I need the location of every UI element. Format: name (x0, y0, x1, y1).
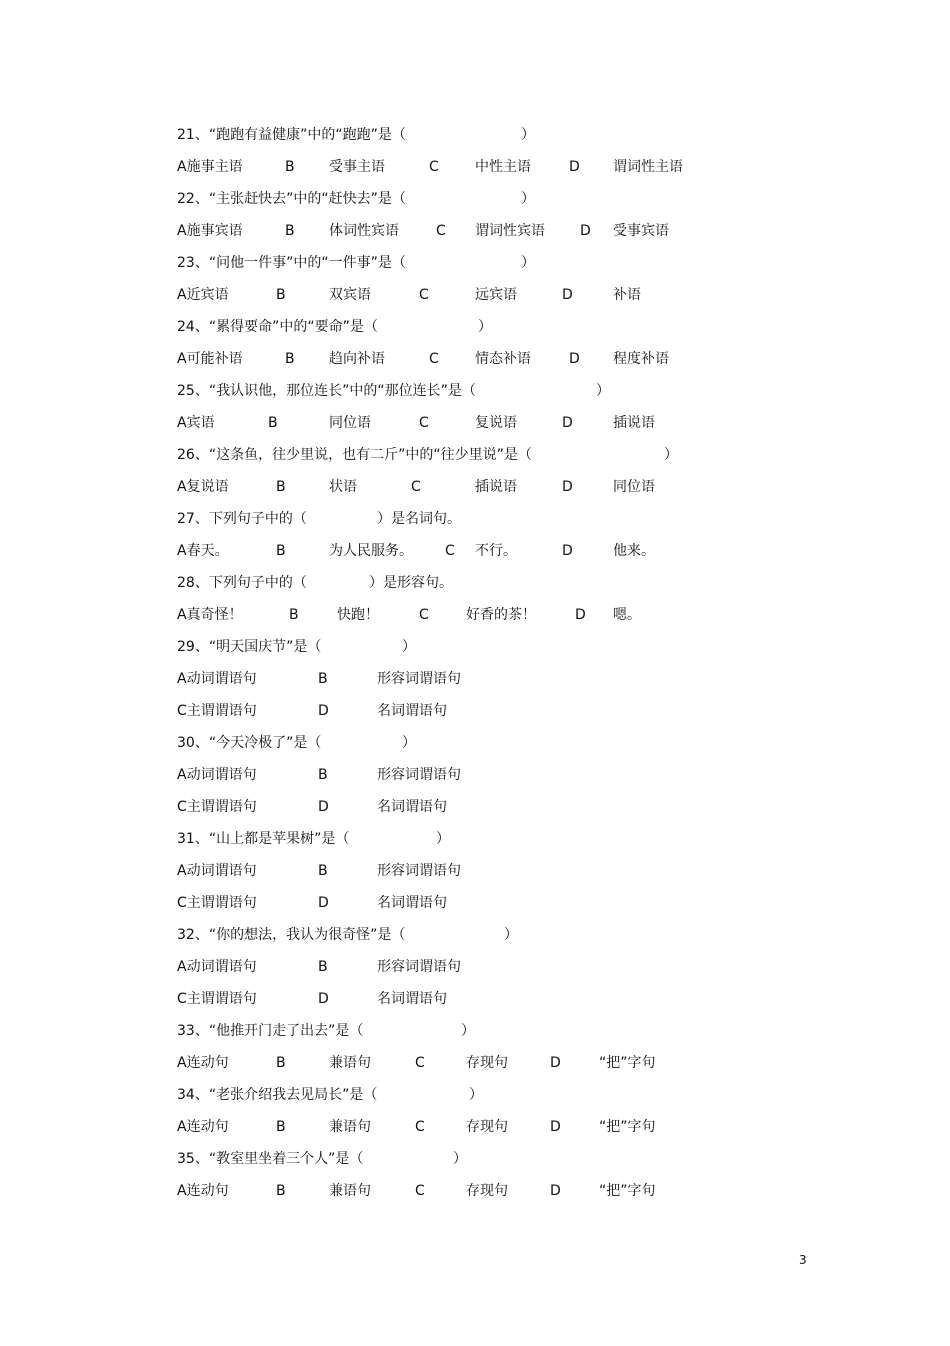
option-b-text: 趋向补语 (329, 351, 385, 367)
option-a: A施事宾语 (177, 223, 243, 239)
option-c-text: 插说语 (475, 479, 517, 495)
option-a: A动词谓语句 (177, 863, 257, 879)
option-a: A宾语 (177, 415, 215, 431)
question-close-paren: ） (402, 735, 416, 751)
question-close-paren: ） (402, 639, 416, 655)
question-stem-text: 32、“你的想法，我认为很奇怪”是（ (177, 927, 406, 943)
option-c-letter: C (429, 159, 439, 175)
option-d-text: “把”字句 (599, 1183, 656, 1199)
option-b-text: 形容词谓语句 (377, 767, 461, 783)
option-d-letter: D (318, 703, 329, 719)
question-stem-text: 33、“他推开门走了出去”是（ (177, 1023, 364, 1039)
question-28-options (0, 603, 950, 627)
option-b-text: 形容词谓语句 (377, 863, 461, 879)
question-27-stem (0, 507, 950, 531)
option-d-letter: D (575, 607, 586, 623)
question-35-stem (0, 1147, 950, 1171)
question-22-stem (0, 187, 950, 211)
option-d-text: “把”字句 (599, 1119, 656, 1135)
option-c-text: 中性主语 (475, 159, 531, 175)
option-b-letter: B (318, 767, 328, 783)
question-stem-text: 35、“教室里坐着三个人”是（ (177, 1151, 364, 1167)
option-a: A连动句 (177, 1119, 229, 1135)
question-stem-text: 29、“明天国庆节”是（ (177, 639, 322, 655)
option-d-text: 插说语 (613, 415, 655, 431)
option-c-letter: C (415, 1055, 425, 1071)
question-close-paren: ） (453, 1151, 467, 1167)
option-b-letter: B (276, 1183, 286, 1199)
option-c-text: 存现句 (466, 1119, 508, 1135)
question-32-stem (0, 923, 950, 947)
question-30-options-row2 (0, 795, 950, 819)
option-d-letter: D (562, 287, 573, 303)
option-a: A春天。 (177, 543, 229, 559)
question-30-stem (0, 731, 950, 755)
option-a: A复说语 (177, 479, 229, 495)
option-d-letter: D (318, 991, 329, 1007)
option-d-letter: D (318, 799, 329, 815)
page-number: 3 (799, 1253, 807, 1267)
question-close-paren: ） (436, 831, 450, 847)
option-c: C主谓谓语句 (177, 799, 257, 815)
question-33-stem (0, 1019, 950, 1043)
option-a: A连动句 (177, 1055, 229, 1071)
question-33-options (0, 1051, 950, 1075)
option-c-text: 存现句 (466, 1183, 508, 1199)
option-b-letter: B (285, 351, 295, 367)
option-d-text: 嗯。 (613, 607, 641, 623)
question-28-stem (0, 571, 950, 595)
option-d-text: 受事宾语 (613, 223, 669, 239)
option-d-letter: D (569, 351, 580, 367)
question-26-stem (0, 443, 950, 467)
question-close-paren: ） (664, 447, 678, 463)
option-c-letter: C (436, 223, 446, 239)
option-a: A连动句 (177, 1183, 229, 1199)
option-b-text: 快跑！ (337, 607, 379, 623)
option-d-letter: D (550, 1183, 561, 1199)
option-c: C主谓谓语句 (177, 895, 257, 911)
option-d-letter: D (562, 543, 573, 559)
question-32-options-row1 (0, 955, 950, 979)
option-d-text: 他来。 (613, 543, 655, 559)
option-b-letter: B (318, 863, 328, 879)
option-c-letter: C (411, 479, 421, 495)
option-c-letter: C (419, 607, 429, 623)
option-b-letter: B (276, 479, 286, 495)
question-close-paren: ） (469, 1087, 483, 1103)
option-c-letter: C (419, 415, 429, 431)
option-a: A动词谓语句 (177, 959, 257, 975)
option-d-text: 谓词性主语 (613, 159, 683, 175)
option-d-letter: D (318, 895, 329, 911)
question-29-options-row1 (0, 667, 950, 691)
question-34-options (0, 1115, 950, 1139)
question-25-stem (0, 379, 950, 403)
option-b-letter: B (285, 223, 295, 239)
option-a: A近宾语 (177, 287, 229, 303)
question-21-stem (0, 123, 950, 147)
option-a: A动词谓语句 (177, 767, 257, 783)
question-close-paren: ） (504, 927, 518, 943)
question-stem-text: 21、“跑跑有益健康”中的“跑跑”是（ (177, 127, 406, 143)
question-close-paren: ） (521, 127, 535, 143)
option-a: A真奇怪！ (177, 607, 243, 623)
question-25-options (0, 411, 950, 435)
option-d-text: 同位语 (613, 479, 655, 495)
question-29-stem (0, 635, 950, 659)
question-23-options (0, 283, 950, 307)
option-b-text: 同位语 (329, 415, 371, 431)
option-b-text: 兼语句 (329, 1183, 371, 1199)
option-b-letter: B (276, 1055, 286, 1071)
option-c-text: 谓词性宾语 (475, 223, 545, 239)
question-close-paren: ） (461, 1023, 475, 1039)
question-29-options-row2 (0, 699, 950, 723)
option-b-text: 为人民服务。 (329, 543, 413, 559)
option-c-text: 存现句 (466, 1055, 508, 1071)
question-stem-text: 26、“这条鱼，往少里说，也有二斤”中的“往少里说”是（ (177, 447, 532, 463)
question-34-stem (0, 1083, 950, 1107)
option-b-text: 状语 (329, 479, 357, 495)
option-d-text: 名词谓语句 (377, 799, 447, 815)
option-c: C主谓谓语句 (177, 991, 257, 1007)
option-c-letter: C (415, 1119, 425, 1135)
question-close-paren: ） (596, 383, 610, 399)
question-close-paren: ） (521, 191, 535, 207)
question-close-paren: ）是名词句。 (377, 511, 461, 527)
option-d-letter: D (550, 1119, 561, 1135)
option-a: A动词谓语句 (177, 671, 257, 687)
question-24-stem (0, 315, 950, 339)
question-stem-text: 23、“问他一件事”中的“一件事”是（ (177, 255, 406, 271)
option-c-text: 不行。 (475, 543, 517, 559)
option-c-letter: C (415, 1183, 425, 1199)
option-d-text: 名词谓语句 (377, 991, 447, 1007)
option-c-text: 情态补语 (475, 351, 531, 367)
question-stem-text: 25、“我认识他，那位连长”中的“那位连长”是（ (177, 383, 476, 399)
option-b-letter: B (318, 671, 328, 687)
option-b-text: 形容词谓语句 (377, 959, 461, 975)
option-c-letter: C (419, 287, 429, 303)
option-b-letter: B (318, 959, 328, 975)
option-a: A可能补语 (177, 351, 243, 367)
question-32-options-row2 (0, 987, 950, 1011)
question-close-paren: ） (521, 255, 535, 271)
question-stem-text: 27、下列句子中的（ (177, 511, 307, 527)
question-35-options (0, 1179, 950, 1203)
question-21-options (0, 155, 950, 179)
option-b-letter: B (276, 543, 286, 559)
question-27-options (0, 539, 950, 563)
question-close-paren: ）是形容句。 (369, 575, 453, 591)
question-24-options (0, 347, 950, 371)
option-b-letter: B (276, 1119, 286, 1135)
option-c-letter: C (429, 351, 439, 367)
option-d-text: 补语 (613, 287, 641, 303)
option-c-text: 远宾语 (475, 287, 517, 303)
option-d-letter: D (562, 415, 573, 431)
question-stem-text: 31、“山上都是苹果树”是（ (177, 831, 350, 847)
option-d-letter: D (562, 479, 573, 495)
option-c-letter: C (445, 543, 455, 559)
question-31-stem (0, 827, 950, 851)
option-c-text: 复说语 (475, 415, 517, 431)
option-a: A施事主语 (177, 159, 243, 175)
option-d-letter: D (550, 1055, 561, 1071)
question-31-options-row2 (0, 891, 950, 915)
question-close-paren: ） (478, 319, 492, 335)
question-stem-text: 30、“今天冷极了”是（ (177, 735, 322, 751)
option-b-letter: B (268, 415, 278, 431)
option-b-text: 双宾语 (329, 287, 371, 303)
question-23-stem (0, 251, 950, 275)
option-d-text: 程度补语 (613, 351, 669, 367)
option-b-text: 体词性宾语 (329, 223, 399, 239)
option-b-text: 形容词谓语句 (377, 671, 461, 687)
option-b-letter: B (276, 287, 286, 303)
option-d-text: 名词谓语句 (377, 895, 447, 911)
question-31-options-row1 (0, 859, 950, 883)
option-b-letter: B (289, 607, 299, 623)
option-d-letter: D (580, 223, 591, 239)
option-c: C主谓谓语句 (177, 703, 257, 719)
option-d-text: “把”字句 (599, 1055, 656, 1071)
option-d-text: 名词谓语句 (377, 703, 447, 719)
question-stem-text: 22、“主张赶快去”中的“赶快去”是（ (177, 191, 406, 207)
option-b-text: 兼语句 (329, 1055, 371, 1071)
question-stem-text: 34、“老张介绍我去见局长”是（ (177, 1087, 378, 1103)
question-30-options-row1 (0, 763, 950, 787)
option-c-text: 好香的茶！ (466, 607, 536, 623)
question-stem-text: 28、下列句子中的（ (177, 575, 307, 591)
option-d-letter: D (569, 159, 580, 175)
question-22-options (0, 219, 950, 243)
option-b-text: 受事主语 (329, 159, 385, 175)
option-b-letter: B (285, 159, 295, 175)
question-26-options (0, 475, 950, 499)
option-b-text: 兼语句 (329, 1119, 371, 1135)
question-stem-text: 24、“累得要命”中的“要命”是（ (177, 319, 378, 335)
